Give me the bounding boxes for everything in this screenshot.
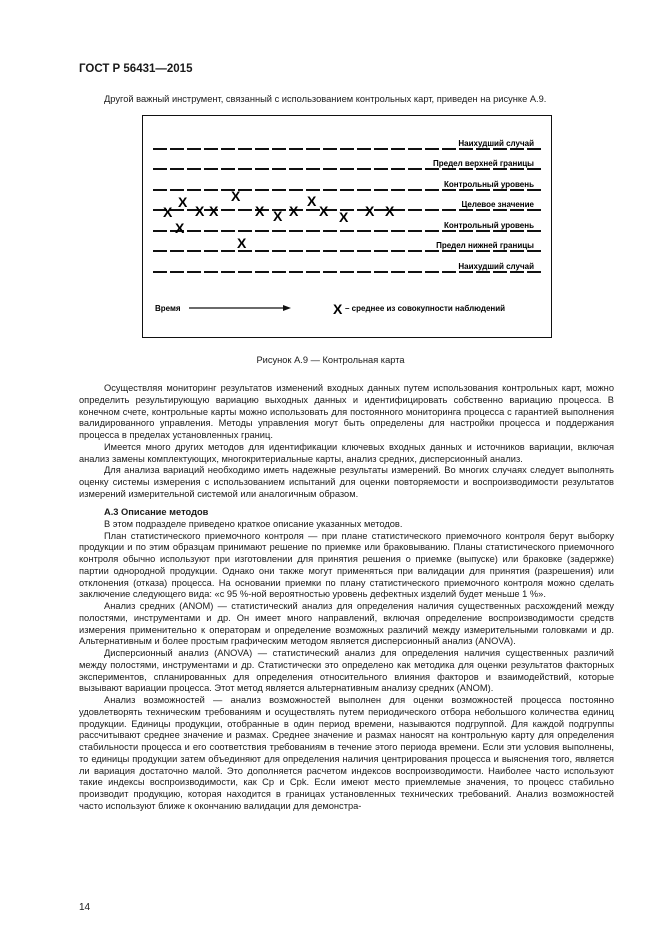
paragraph: Дисперсионный анализ (ANOVA) — статистический анализ для определения наличия существенных различий между полостями, инструментами и др. Статистически это определено как методика для оценки результатов факторных экспериментов, спланированных для определения относительного влияния факторов и взаимодействий, которые вызывают вариации процесса. Этот метод является альтернативным анализу средних (ANOM). xyxy=(79,648,614,694)
label-lower-limit: Предел нижней границы xyxy=(436,241,534,250)
label-control-lower: Контрольный уровень xyxy=(443,221,534,230)
x-marker: X xyxy=(255,203,265,219)
label-upper-limit: Предел верхней границы xyxy=(433,159,534,168)
control-chart-figure xyxy=(142,115,552,338)
page-number: 14 xyxy=(79,902,91,913)
paragraph: Осуществляя мониторинг результатов изменений входных данных путем использования контрольных карт, можно определить результирующую вариацию выходных данных и идентифицировать собственно вариацию процесса. В конечном счете, контрольные карты можно использовать для постоянного мониторинга процесса с гарантией выполнения валидированного управления. Методы управления могут быть определены для настройки процесса и поддержания процесса в пределах установленных границ. xyxy=(79,383,614,440)
control-chart-drawing xyxy=(143,116,553,339)
body-text xyxy=(79,383,614,501)
x-marker: X xyxy=(339,209,349,225)
x-marker: X xyxy=(237,235,247,251)
x-marker: X xyxy=(385,203,395,219)
x-marker: X xyxy=(307,193,317,209)
legend-text: – среднее из совокупности наблюдений xyxy=(345,304,506,313)
x-marker: X xyxy=(163,204,173,220)
x-marker: X xyxy=(178,194,188,210)
label-worst-top: Наихудший случай xyxy=(458,139,534,148)
legend-x-marker: X xyxy=(333,301,343,317)
x-marker: X xyxy=(209,203,219,219)
paragraph: Анализ средних (ANOM) — статистический анализ для определения наличия существенных расхождений между полостями, инструментами и др. Он имеет много направлений, включая определение воспроизводимости средств измерения применительно к операторам и определение возможных различий между измерительными головками и др. Альтернативным и более простым графическим методом является дисперсионный анализ (ANOVA). xyxy=(79,601,614,647)
x-marker: X xyxy=(175,220,185,236)
time-arrow-head xyxy=(283,305,291,311)
paragraph: Имеется много других методов для идентификации ключевых входных данных и источников вариации, включая анализ замены комплектующих, многокритериальные карты, анализ средних, дисперсионный анализ. xyxy=(79,441,614,464)
x-marker: X xyxy=(289,203,299,219)
label-control-upper: Контрольный уровень xyxy=(443,180,534,189)
section-a3 xyxy=(79,507,614,813)
time-label: Время xyxy=(155,304,181,313)
x-marker: X xyxy=(195,203,205,219)
figure-caption: Рисунок А.9 — Контрольная карта xyxy=(256,355,405,365)
x-marker: X xyxy=(365,203,375,219)
x-marker: X xyxy=(231,188,241,204)
paragraph: Анализ возможностей — анализ возможностей выполнен для оценки возможностей процесса постоянно удовлетворять техническим требованиям и осуществлять путем периодического отбора небольшого количества единиц продукции. Единицы продукции, отобранные в один период времени, называются подгруппой. Для каждой подгруппы рассчитывают среднее значение и размах. Среднее значение и размах наносят на контрольную карту для определения стабильности процесса и его соответствия требованиям в течение этого периода времени. Если эти условия выполнены, то единицы продукции затем объединяют для определения наличия центрирования процесса и выяснения того, является ли вариация достаточно малой. Это дополняется расчетом индексов воспроизводимости. Наиболее часто используют такие индексы воспроизводимости, как Cp и Cpk. Если имеют место приемлемые значения, то процесс стабильно производит продукцию, которая находится в границах установленных технических требований. Анализ возможностей часто используют ближе к окончанию валидации для демонстра- xyxy=(79,695,614,811)
section-heading: А.3 Описание методов xyxy=(104,507,209,517)
paragraph: Для анализа вариаций необходимо иметь надежные результаты измерений. Во многих случаях следует выполнять оценку системы измерения с использованием испытаний для оценки повторяемости и воспроизводимости результатов измерений измерительной системой или аналогичным образом. xyxy=(79,465,614,499)
paragraph: В этом подразделе приведено краткое описание указанных методов. xyxy=(104,518,403,529)
label-worst-bottom: Наихудший случай xyxy=(458,262,534,271)
x-marker: X xyxy=(319,203,329,219)
document-header: ГОСТ Р 56431—2015 xyxy=(79,63,193,75)
label-target: Целевое значение xyxy=(461,200,534,209)
x-marker: X xyxy=(273,208,283,224)
paragraph: План статистического приемочного контроля — при плане статистического приемочного контроля берут выборку продукции и по этим образцам принимают решение по приемке или браковыванию. Планы статистического приемочного контроля обычно используют при изготовлении для принятия решения о приемке (выпуске) или браковке (задержке) партии однородной продукции. Однако они также могут применяться при валидации для принятия (разрешения) или отклонения (отказа) процесса. На основании приемки по плану статистического приемочного контроля можно сделать заключение следующего вида: «с 95 %-ной вероятностью уровень дефектных изделий будет меньше 1 %». xyxy=(79,530,614,600)
intro-sentence: Другой важный инструмент, связанный с использованием контрольных карт, приведен на рисунке А.9. xyxy=(104,94,547,104)
